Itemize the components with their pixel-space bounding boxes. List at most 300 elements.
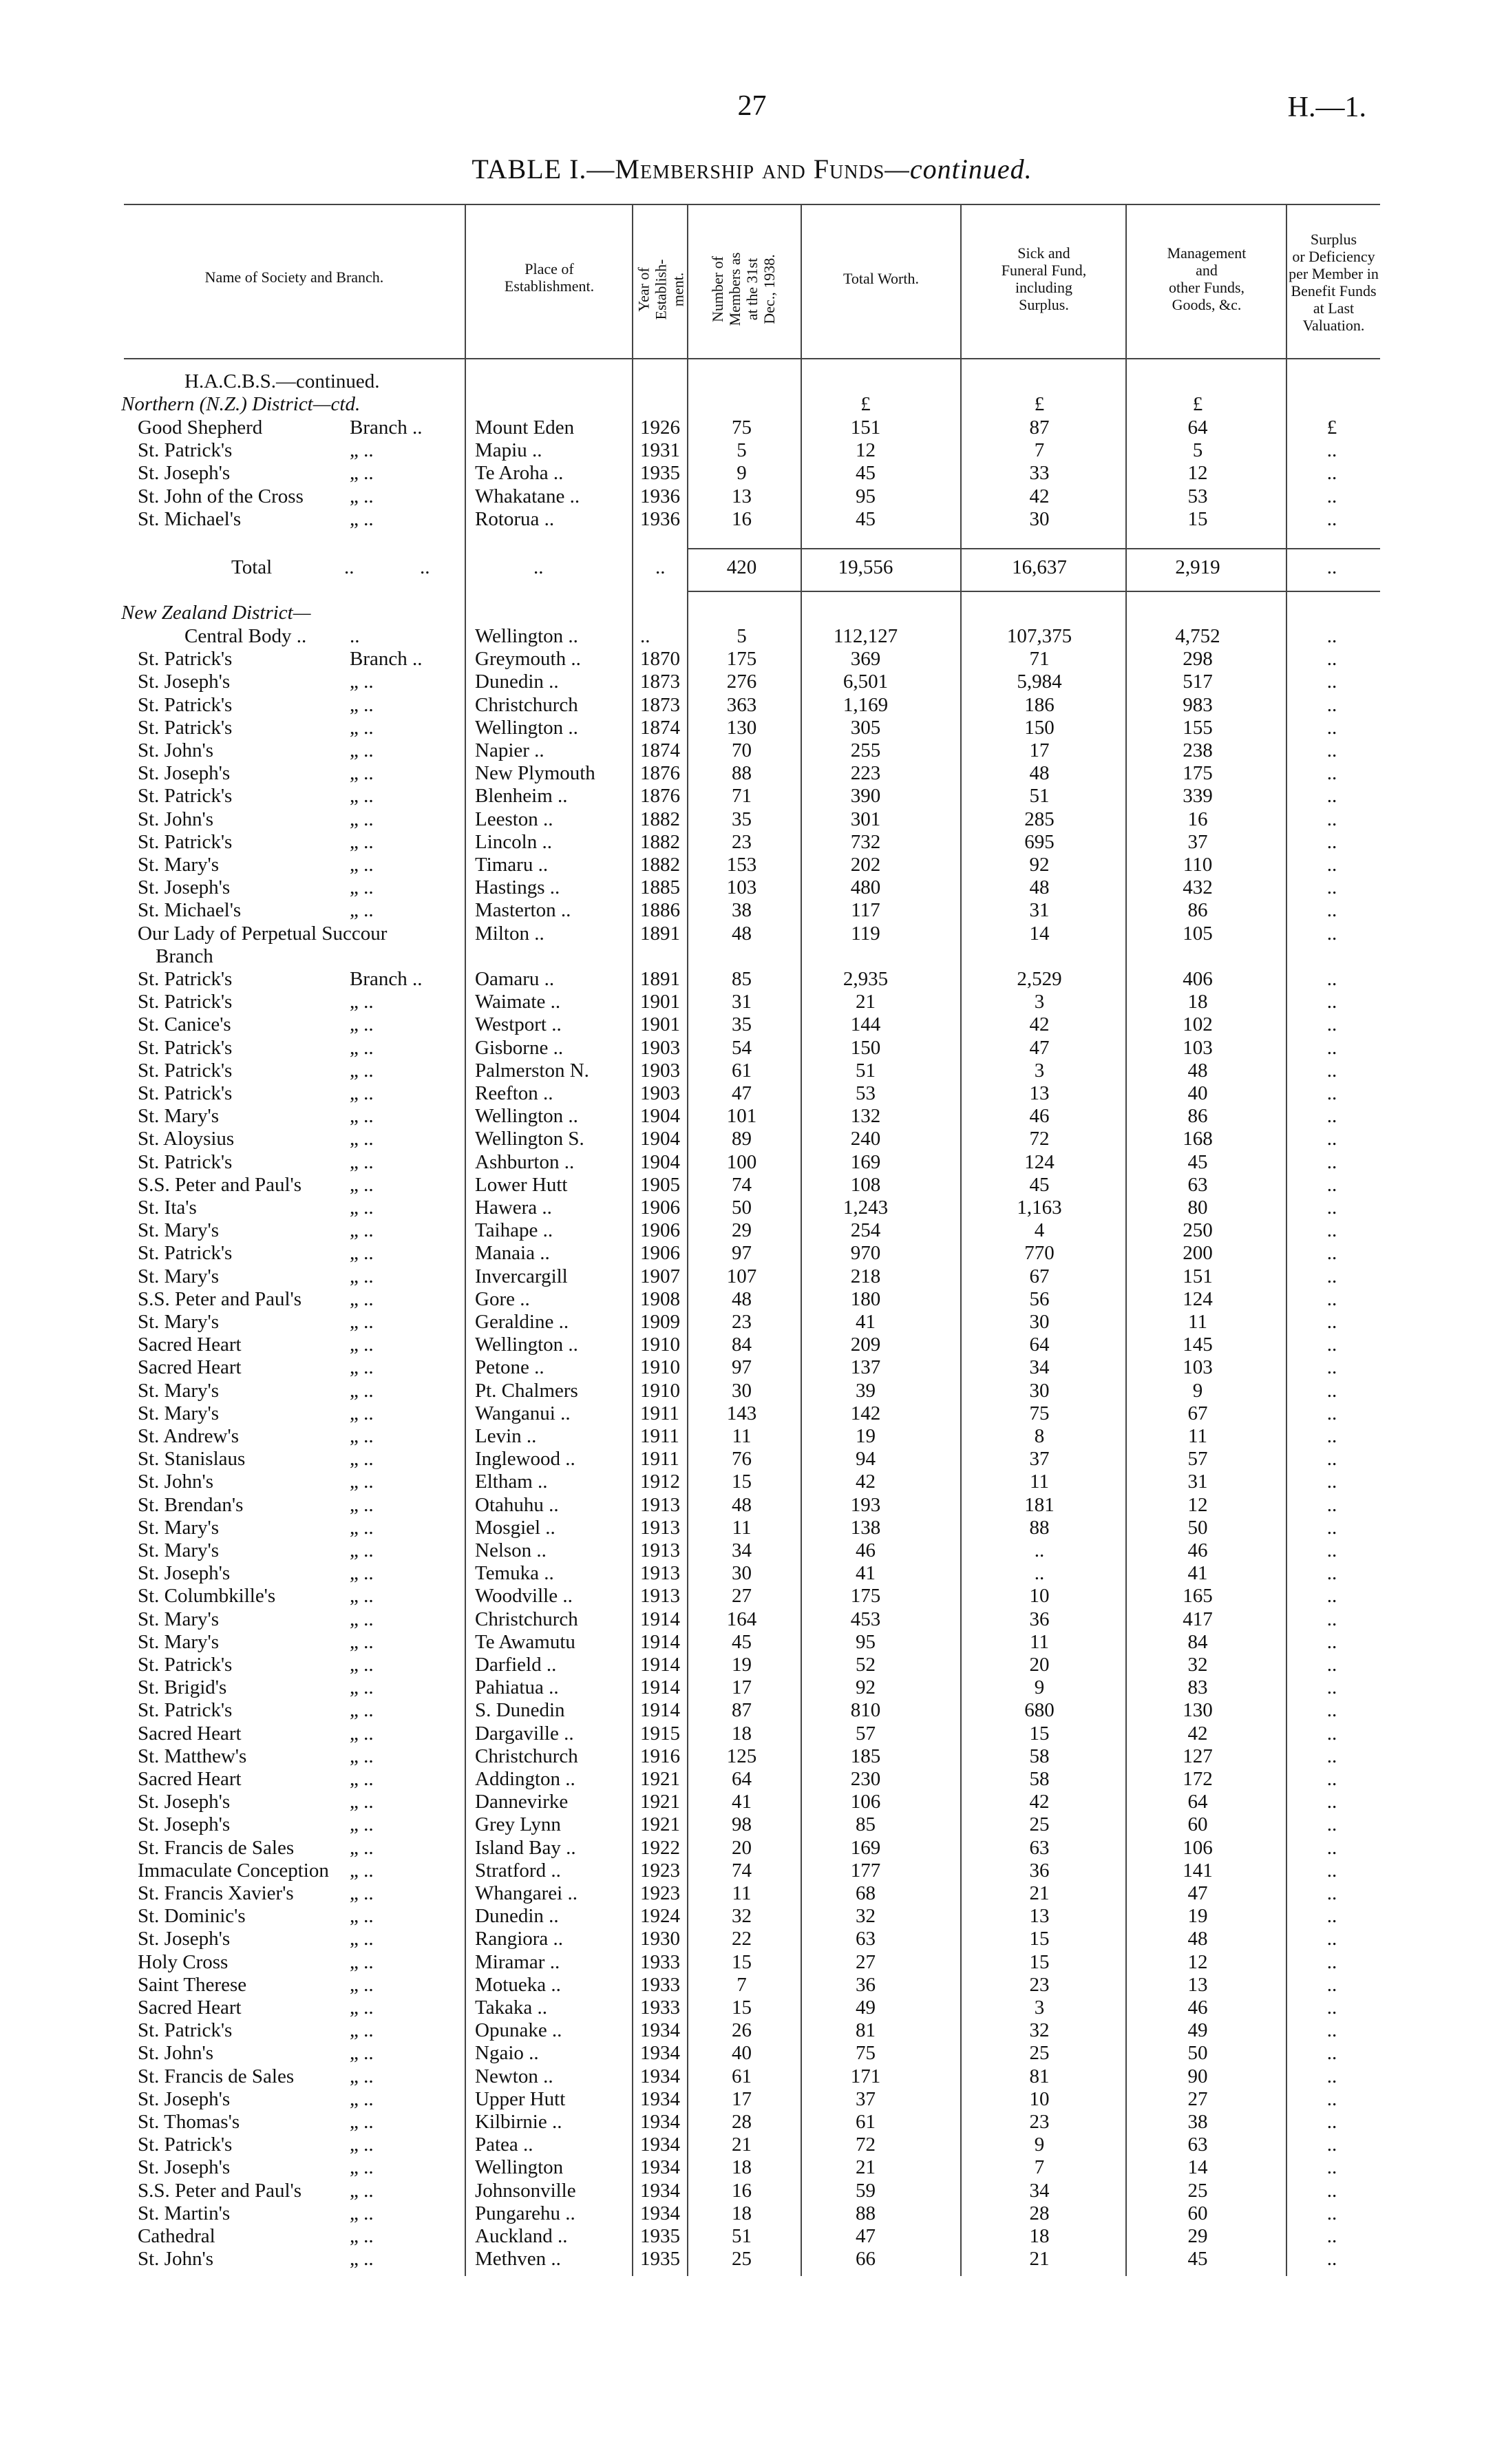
branch-name: St. Patrick's	[138, 693, 233, 716]
branch-suffix: „ ..	[350, 1562, 374, 1585]
total-worth: 240	[850, 1128, 881, 1150]
management-funds: 15	[1187, 507, 1208, 530]
place-of-establishment: Lower Hutt	[475, 1173, 568, 1196]
surplus-per-member: ..	[1326, 1402, 1337, 1424]
surplus-per-member: ..	[1326, 968, 1337, 990]
header-year	[635, 235, 687, 345]
total-worth: 480	[850, 876, 881, 899]
branch-suffix: „ ..	[350, 1334, 374, 1356]
table-row	[0, 1151, 1504, 1174]
sick-funeral-fund: 11	[1030, 1471, 1049, 1493]
management-funds: 517	[1183, 671, 1213, 693]
surplus-per-member: ..	[1326, 2248, 1337, 2271]
sick-funeral-fund: 64	[1029, 1334, 1050, 1356]
branch-suffix: „ ..	[350, 1608, 374, 1630]
management-funds: 31	[1187, 1471, 1208, 1493]
table-row	[0, 1334, 1504, 1356]
branch-name: St. Patrick's	[138, 648, 233, 671]
table-row	[0, 2088, 1504, 2111]
total-worth: 138	[850, 1516, 881, 1539]
member-count: 97	[732, 1356, 752, 1379]
total-worth: 112,127	[833, 625, 898, 647]
total-worth: 1,169	[843, 693, 889, 716]
branch-suffix: Branch ..	[350, 968, 423, 990]
branch-name: St. Michael's	[138, 507, 242, 530]
surplus-per-member: ..	[1326, 2111, 1337, 2133]
branch-name: St. Mary's	[138, 854, 220, 876]
table-row	[0, 831, 1504, 854]
total-worth: 72	[856, 2134, 876, 2156]
total-worth: 223	[850, 762, 881, 785]
sick-funeral-fund: 13	[1029, 1082, 1050, 1104]
branch-suffix: „ ..	[350, 1471, 374, 1493]
surplus-per-member: ..	[1326, 1699, 1337, 1722]
total-worth: 390	[850, 785, 881, 808]
year-established: 1882	[640, 808, 680, 830]
branch-name: St. Patrick's	[138, 1242, 233, 1265]
total-worth: 175	[850, 1585, 881, 1608]
surplus-per-member: ..	[1326, 1997, 1337, 2019]
surplus-per-member: ..	[1326, 1265, 1337, 1287]
branch-name: S.S. Peter and Paul's	[138, 1287, 302, 1310]
sick-funeral-fund: 56	[1029, 1287, 1050, 1310]
year-established: 1934	[640, 2087, 680, 2110]
surplus-per-member: ..	[1326, 485, 1337, 507]
year-established: 1914	[640, 1699, 680, 1722]
member-count: 89	[732, 1128, 752, 1150]
surplus-per-member: ..	[1326, 1197, 1337, 1219]
table-row	[0, 1380, 1504, 1402]
year-established: 1923	[640, 1859, 680, 1882]
surplus-per-member: ..	[1326, 1013, 1337, 1036]
member-count: 276	[726, 671, 757, 693]
sick-funeral-fund: 4	[1034, 1219, 1045, 1242]
member-count: 71	[732, 785, 752, 808]
total-worth: 41	[856, 1311, 876, 1333]
sick-funeral-fund: ..	[1034, 1562, 1045, 1585]
year-established: 1914	[640, 1654, 680, 1676]
branch-suffix: „ ..	[350, 1311, 374, 1333]
total-worth: 132	[850, 1105, 881, 1128]
surplus-per-member: ..	[1326, 2179, 1337, 2202]
place-of-establishment: Mapiu ..	[475, 439, 542, 462]
total-worth: 369	[850, 648, 881, 671]
place-of-establishment: Masterton ..	[475, 899, 571, 922]
place-of-establishment: Wellington S.	[475, 1128, 584, 1150]
total-worth: 57	[856, 1722, 876, 1745]
sick-funeral-fund: 285	[1024, 808, 1055, 830]
management-funds: 90	[1187, 2065, 1208, 2087]
surplus-per-member: ..	[1326, 2087, 1337, 2110]
management-funds: 46	[1187, 1997, 1208, 2019]
total-worth: 169	[850, 1150, 881, 1173]
year-established: 1931	[640, 439, 680, 462]
member-count: 17	[732, 1676, 752, 1699]
total-dots: ..	[344, 556, 354, 578]
year-established: 1874	[640, 716, 680, 739]
branch-name: St. Patrick's	[138, 2019, 233, 2042]
total-row	[0, 556, 1504, 579]
member-count: 5	[737, 439, 747, 462]
sick-funeral-fund: 10	[1029, 1585, 1050, 1608]
surplus-per-member: ..	[1326, 1608, 1337, 1630]
year-established: 1909	[640, 1311, 680, 1333]
branch-suffix: „ ..	[350, 899, 374, 922]
management-funds: 45	[1187, 1150, 1208, 1173]
branch-name: St. Joseph's	[138, 762, 231, 785]
year-established: 1930	[640, 1928, 680, 1950]
year-established: 1936	[640, 485, 680, 507]
year-established: 1921	[640, 1813, 680, 1836]
sick-funeral-fund: 14	[1029, 922, 1050, 945]
sick-funeral-fund: 34	[1029, 1356, 1050, 1379]
branch-suffix: Branch ..	[350, 417, 423, 439]
place-of-establishment: Te Aroha ..	[475, 462, 564, 485]
surplus-per-member: ..	[1326, 1493, 1337, 1516]
year-established: 1913	[640, 1539, 680, 1561]
branch-name: St. Brigid's	[138, 1676, 227, 1699]
table-row	[0, 923, 1504, 945]
branch-suffix: „ ..	[350, 1836, 374, 1859]
year-established: 1914	[640, 1676, 680, 1699]
management-funds: 64	[1187, 417, 1208, 439]
surplus-per-member: ..	[1326, 1562, 1337, 1585]
member-count: 97	[732, 1242, 752, 1265]
table-row	[0, 739, 1504, 762]
management-funds: 48	[1187, 1059, 1208, 1082]
sick-funeral-fund: 11	[1030, 1630, 1049, 1653]
total-worth: 36	[856, 1973, 876, 1996]
total-worth: 92	[856, 1676, 876, 1699]
surplus-per-member: ..	[1326, 2019, 1337, 2042]
year-established: 1913	[640, 1585, 680, 1608]
surplus-per-member: £	[1326, 417, 1337, 439]
table-row	[0, 1882, 1504, 1905]
member-count: 47	[732, 1082, 752, 1104]
member-count: 64	[732, 1768, 752, 1790]
year-established: 1904	[640, 1105, 680, 1128]
place-of-establishment: Lincoln ..	[475, 830, 552, 853]
place-of-establishment: Temuka ..	[475, 1562, 554, 1585]
sick-funeral-fund: 9	[1034, 2134, 1045, 2156]
member-count: 130	[726, 716, 757, 739]
branch-name: St. Patrick's	[138, 1699, 233, 1722]
member-count: 74	[732, 1859, 752, 1882]
place-of-establishment: Waimate ..	[475, 991, 561, 1013]
year-established: 1926	[640, 417, 680, 439]
member-count: 48	[732, 1287, 752, 1310]
branch-suffix: „ ..	[350, 1676, 374, 1699]
place-of-establishment: Levin ..	[475, 1425, 537, 1447]
total-worth: 305	[850, 716, 881, 739]
branch-suffix: „ ..	[350, 1813, 374, 1836]
total-worth: 41	[856, 1562, 876, 1585]
branch-name: St. Patrick's	[138, 991, 233, 1013]
total-mgmt: 2,919	[1175, 556, 1220, 578]
total-worth: 59	[856, 2179, 876, 2202]
sick-funeral-fund: 42	[1029, 1791, 1050, 1813]
management-funds: 298	[1183, 648, 1213, 671]
total-worth: 177	[850, 1859, 881, 1882]
management-funds: 50	[1187, 2042, 1208, 2065]
place-of-establishment: Takaka ..	[475, 1997, 548, 2019]
surplus-per-member: ..	[1326, 1973, 1337, 1996]
place-of-establishment: Greymouth ..	[475, 648, 581, 671]
management-funds: 37	[1187, 830, 1208, 853]
sick-funeral-fund: 124	[1024, 1150, 1055, 1173]
page-reference: H.—1.	[1287, 92, 1366, 123]
table-row	[0, 1402, 1504, 1425]
place-of-establishment: Wellington ..	[475, 716, 578, 739]
management-funds: 42	[1187, 1722, 1208, 1745]
branch-name: St. Patrick's	[138, 1036, 233, 1059]
member-count: 15	[732, 1997, 752, 2019]
year-established: 1903	[640, 1059, 680, 1082]
branch-suffix: „ ..	[350, 485, 374, 507]
branch-name: Sacred Heart	[138, 1334, 242, 1356]
branch-suffix: „ ..	[350, 1493, 374, 1516]
table-row	[0, 694, 1504, 717]
total-worth: 301	[850, 808, 881, 830]
year-established: 1923	[640, 1882, 680, 1904]
total-worth: 144	[850, 1013, 881, 1036]
sick-funeral-fund: 30	[1029, 1379, 1050, 1402]
table-row	[0, 785, 1504, 808]
surplus-per-member: ..	[1326, 1882, 1337, 1904]
header-surplus-line: at Last	[1313, 299, 1355, 317]
branch-name: St. Francis de Sales	[138, 2065, 295, 2087]
branch-suffix: „ ..	[350, 2065, 374, 2087]
table-row	[0, 1013, 1504, 1036]
year-established: 1915	[640, 1722, 680, 1745]
total-worth: 108	[850, 1173, 881, 1196]
branch-name: St. John's	[138, 1471, 213, 1493]
year-established: 1934	[640, 2042, 680, 2065]
management-funds: 406	[1183, 968, 1213, 990]
branch-suffix: „ ..	[350, 507, 374, 530]
year-established: 1934	[640, 2065, 680, 2087]
total-worth: 27	[856, 1950, 876, 1973]
branch-suffix: „ ..	[350, 1128, 374, 1150]
surplus-per-member: ..	[1326, 1219, 1337, 1242]
branch-suffix: „ ..	[350, 716, 374, 739]
year-established: 1911	[640, 1448, 679, 1471]
branch-name: St. Patrick's	[138, 1150, 233, 1173]
table-row	[0, 899, 1504, 922]
branch-name: St. Matthew's	[138, 1745, 247, 1767]
place-of-establishment: S. Dunedin	[475, 1699, 565, 1722]
sick-funeral-fund: 71	[1029, 648, 1050, 671]
member-count: 23	[732, 830, 752, 853]
sick-funeral-fund: 88	[1029, 1516, 1050, 1539]
branch-suffix: „ ..	[350, 1379, 374, 1402]
place-of-establishment: Ngaio ..	[475, 2042, 539, 2065]
sick-funeral-fund: 51	[1029, 785, 1050, 808]
surplus-per-member: ..	[1326, 2202, 1337, 2224]
table-row	[0, 508, 1504, 531]
management-funds: 155	[1183, 716, 1213, 739]
sick-funeral-fund: 25	[1029, 1813, 1050, 1836]
table-row	[0, 1174, 1504, 1197]
total-worth: 732	[850, 830, 881, 853]
place-of-establishment: Napier ..	[475, 739, 544, 761]
place-of-establishment: Mosgiel ..	[475, 1516, 555, 1539]
management-funds: 63	[1187, 1173, 1208, 1196]
surplus-per-member: ..	[1326, 2134, 1337, 2156]
branch-suffix: „ ..	[350, 830, 374, 853]
total-worth: 193	[850, 1493, 881, 1516]
management-funds: 200	[1183, 1242, 1213, 1265]
branch-name: St. Francis de Sales	[138, 1836, 295, 1859]
year-established: 1933	[640, 1950, 680, 1973]
sick-funeral-fund: 21	[1029, 1882, 1050, 1904]
branch-name: Cathedral	[138, 2225, 215, 2247]
table-row	[0, 1425, 1504, 1448]
place-of-establishment: Pt. Chalmers	[475, 1379, 578, 1402]
branch-suffix: „ ..	[350, 2156, 374, 2179]
branch-name: Our Lady of Perpetual Succour	[138, 922, 388, 945]
total-worth: 61	[856, 2111, 876, 2133]
header-sick	[962, 244, 1125, 313]
member-count: 153	[726, 854, 757, 876]
total-dots: ..	[420, 556, 430, 578]
management-funds: 5	[1192, 439, 1203, 462]
total-worth: 37	[856, 2087, 876, 2110]
table-row	[0, 1082, 1504, 1105]
year-established: 1914	[640, 1630, 680, 1653]
member-count: 48	[732, 922, 752, 945]
table-row	[0, 1562, 1504, 1585]
management-funds: 12	[1187, 1950, 1208, 1973]
branch-name: St. Patrick's	[138, 785, 233, 808]
branch-name: St. Patrick's	[138, 716, 233, 739]
branch-suffix: „ ..	[350, 1173, 374, 1196]
branch-name: Branch	[156, 945, 213, 967]
place-of-establishment: Otahuhu ..	[475, 1493, 559, 1516]
table-row	[0, 1951, 1504, 1974]
sick-funeral-fund: 23	[1029, 1973, 1050, 1996]
branch-suffix: „ ..	[350, 1882, 374, 1904]
member-count: 61	[732, 1059, 752, 1082]
sick-funeral-fund: 46	[1029, 1105, 1050, 1128]
sick-funeral-fund: 30	[1029, 507, 1050, 530]
header-year-line: Year of	[635, 267, 653, 312]
header-surplus-line: Valuation.	[1302, 317, 1365, 334]
header-sick-line: Funeral Fund,	[1001, 262, 1087, 279]
table-row	[0, 1905, 1504, 1928]
management-funds: 124	[1183, 1287, 1213, 1310]
place-of-establishment: Hawera ..	[475, 1197, 552, 1219]
year-established: ..	[640, 625, 650, 647]
member-count: 70	[732, 739, 752, 761]
total-place-dots: ..	[533, 556, 544, 578]
year-established: 1911	[640, 1402, 679, 1424]
management-funds: 18	[1187, 991, 1208, 1013]
member-count: 51	[732, 2225, 752, 2247]
header-place	[467, 260, 632, 295]
member-count: 22	[732, 1928, 752, 1950]
place-of-establishment: Newton ..	[475, 2065, 553, 2087]
branch-name: St. Martin's	[138, 2202, 231, 2224]
table-row	[0, 625, 1504, 648]
table-row	[0, 1723, 1504, 1745]
place-of-establishment: Eltham ..	[475, 1471, 548, 1493]
member-count: 27	[732, 1585, 752, 1608]
surplus-per-member: ..	[1326, 1082, 1337, 1104]
member-count: 50	[732, 1197, 752, 1219]
management-funds: 103	[1183, 1356, 1213, 1379]
sick-funeral-fund: 21	[1029, 2248, 1050, 2271]
management-funds: 106	[1183, 1836, 1213, 1859]
branch-name: Sacred Heart	[138, 1356, 242, 1379]
sick-funeral-fund: 7	[1034, 2156, 1045, 2179]
place-of-establishment: Wellington ..	[475, 625, 578, 647]
table-row	[0, 2111, 1504, 2134]
header-members-line: Members as	[726, 252, 743, 326]
sick-funeral-fund: 36	[1029, 1859, 1050, 1882]
member-count: 61	[732, 2065, 752, 2087]
section-heading-row	[0, 602, 1504, 624]
place-of-establishment: Wellington	[475, 2156, 564, 2179]
year-established: 1934	[640, 2134, 680, 2156]
branch-suffix: „ ..	[350, 1859, 374, 1882]
branch-suffix: „ ..	[350, 1928, 374, 1950]
total-worth: 53	[856, 1082, 876, 1104]
member-count: 15	[732, 1950, 752, 1973]
total-worth: 117	[851, 899, 880, 922]
sick-funeral-fund: 20	[1029, 1654, 1050, 1676]
surplus-per-member: ..	[1326, 2042, 1337, 2065]
surplus-per-member: ..	[1326, 1150, 1337, 1173]
branch-name: St. Aloysius	[138, 1128, 235, 1150]
branch-name: St. Joseph's	[138, 462, 231, 485]
management-funds: 86	[1187, 1105, 1208, 1128]
member-count: 45	[732, 1630, 752, 1653]
branch-suffix: „ ..	[350, 1150, 374, 1173]
branch-suffix: „ ..	[350, 1242, 374, 1265]
surplus-per-member: ..	[1326, 1722, 1337, 1745]
management-funds: 60	[1187, 1813, 1208, 1836]
sick-funeral-fund: 45	[1029, 1173, 1050, 1196]
branch-suffix: „ ..	[350, 1036, 374, 1059]
branch-name: St. John's	[138, 808, 213, 830]
member-count: 35	[732, 1013, 752, 1036]
management-funds: 27	[1187, 2087, 1208, 2110]
sick-funeral-fund: 107,375	[1006, 625, 1072, 647]
branch-suffix: „ ..	[350, 1082, 374, 1104]
member-count: 41	[732, 1791, 752, 1813]
table-row	[0, 968, 1504, 991]
total-worth: 63	[856, 1928, 876, 1950]
management-funds: 105	[1183, 922, 1213, 945]
sick-funeral-fund: 25	[1029, 2042, 1050, 2065]
place-of-establishment: Opunake ..	[475, 2019, 562, 2042]
year-established: 1913	[640, 1493, 680, 1516]
total-worth: 81	[856, 2019, 876, 2042]
branch-name: St. John's	[138, 739, 213, 761]
table-row	[0, 1197, 1504, 1219]
sick-funeral-fund: 28	[1029, 2202, 1050, 2224]
branch-suffix: „ ..	[350, 1402, 374, 1424]
table-row	[0, 2042, 1504, 2065]
section-heading-text: H.A.C.B.S.—continued.	[184, 370, 380, 392]
total-worth: 453	[850, 1608, 881, 1630]
management-funds: 53	[1187, 485, 1208, 507]
sick-funeral-fund: 17	[1029, 739, 1050, 761]
member-count: 17	[732, 2087, 752, 2110]
management-funds: 165	[1183, 1585, 1213, 1608]
surplus-per-member: ..	[1326, 1905, 1337, 1928]
